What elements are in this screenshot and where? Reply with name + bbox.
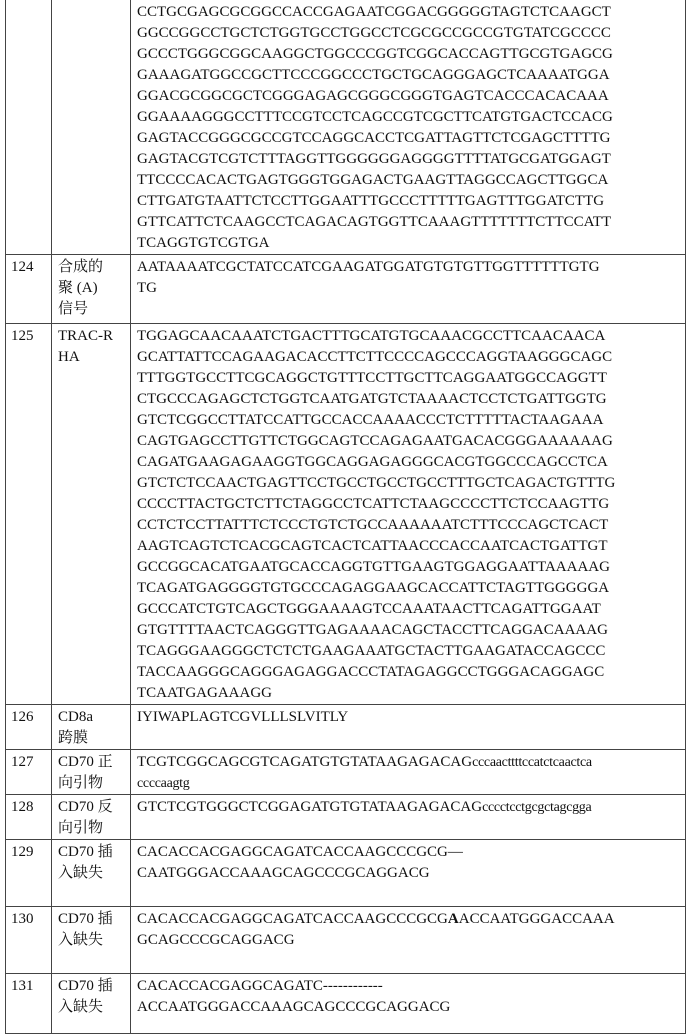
- sequence-line: GTCTCTCCAACTGAGTTCCTGCCTGCCTGCCTTTGCTCAGACTGTTTG: [137, 473, 683, 494]
- sequence-line: CAGTGAGCCTTGTTCTGGCAGTCCAGAGAATGACACGGGAAAAAAG: [137, 431, 683, 452]
- table-row: [6, 750, 686, 795]
- sequence-line: [137, 909, 683, 930]
- sequence-part: ACCAATGGGACCAAA: [459, 911, 615, 927]
- sequence-line: TCAGATGAGGGGTGTGCCCAGAGGAAGCACCATTCTAGTTGGGGGA: [137, 578, 683, 599]
- seq-name-cell: [52, 324, 131, 705]
- seq-id-cell: [6, 840, 52, 907]
- seq-name-cell: [52, 705, 131, 750]
- sequence-line: GTCTCGGCCTTATCCATTGCCACCAAAACCCTCTTTTTACTAAGAAA: [137, 410, 683, 431]
- sequence-cell: [131, 750, 686, 795]
- seq-name-line: 入缺失: [58, 863, 126, 884]
- seq-name-cell: [52, 795, 131, 840]
- seq-id-cell: [6, 705, 52, 750]
- sequence-line: TCAATGAGAAAGG: [137, 683, 683, 704]
- sequence-line: GCATTATTCCAGAAGACACCTTCTTCCCCAGCCCAGGTAAGGGCAGC: [137, 347, 683, 368]
- sequence-line: [137, 752, 683, 773]
- seq-name-cell: [52, 907, 131, 974]
- seq-id-cell: [6, 795, 52, 840]
- sequence-line: GAGTACCGGGCGCCGTCCAGGCACCTCGATTAGTTCTCGAGCTTTTG: [137, 128, 683, 149]
- seq-name-line: 向引物: [58, 773, 126, 794]
- seq-name-line: 信号: [58, 299, 126, 320]
- sequence-line: CTGCCCAGAGCTCTGGTCAATGATGTCTAAAACTCCTCTGATTGGTG: [137, 389, 683, 410]
- seq-name-line: CD70 插: [58, 842, 126, 863]
- sequence-line: TCAGGTGTCGTGA: [137, 233, 683, 254]
- sequence-cell: [131, 840, 686, 907]
- sequence-cell: [131, 907, 686, 974]
- seq-name-cell: [52, 840, 131, 907]
- seq-name-line: 跨膜: [58, 728, 126, 749]
- sequence-part: CACACCACGAGGCAGATCACCAAGCCCGCG: [137, 911, 448, 927]
- sequence-cell: [131, 0, 686, 255]
- sequence-line: [137, 773, 683, 794]
- sequence-line: CTTGATGTAATTCTCCTTGGAATTTGCCCTTTTTGAGTTTGGATCTTG: [137, 191, 683, 212]
- seq-name-line: 聚 (A): [58, 278, 126, 299]
- seq-name-line: CD8a: [58, 707, 126, 728]
- seq-name-cell: [52, 255, 131, 324]
- sequence-line: GCCCTGGGCGGCAAGGCTGGCCCGGTCGGCACCAGTTGCGTGAGCG: [137, 44, 683, 65]
- seq-id-cell: [6, 907, 52, 974]
- sequence-lower: cccaacttttccatctcaactca: [472, 755, 592, 770]
- sequence-table: [5, 0, 686, 1034]
- sequence-cell: [131, 705, 686, 750]
- sequence-line: [137, 797, 683, 818]
- sequence-line: AAGTCAGTCTCACGCAGTCACTCATTAACCCACCAATCACTGATTGT: [137, 536, 683, 557]
- seq-id-cell: [6, 324, 52, 705]
- table-row: [6, 324, 686, 705]
- seq-id-cell: [6, 0, 52, 255]
- sequence-line: GAGTACGTCGTCTTTAGGTTGGGGGGAGGGGTTTTATGCGATGGAGT: [137, 149, 683, 170]
- sequence-lower: cccctcctgcgctagcgga: [482, 800, 591, 815]
- sequence-line: CACACCACGAGGCAGATCACCAAGCCCGCG—: [137, 842, 683, 863]
- seq-name-line: 向引物: [58, 818, 126, 839]
- seq-name-line: HA: [58, 347, 126, 368]
- sequence-line: TGGAGCAACAAATCTGACTTTGCATGTGCAAACGCCTTCAACAACA: [137, 326, 683, 347]
- sequence-line: GCCCATCTGTCAGCTGGGAAAAGTCCAAATAACTTCAGATTGGAAT: [137, 599, 683, 620]
- sequence-line: GCCGGCACATGAATGCACCAGGTGTTGAAGTGGAGGAATTAAAAAG: [137, 557, 683, 578]
- sequence-cell: [131, 795, 686, 840]
- seq-name-line: 入缺失: [58, 930, 126, 951]
- sequence-cell: [131, 324, 686, 705]
- seq-name-line: TRAC-R: [58, 326, 126, 347]
- sequence-line: CCTGCGAGCGCGGCCACCGAGAATCGGACGGGGGTAGTCTCAAGCT: [137, 2, 683, 23]
- sequence-line: ACCAATGGGACCAAAGCAGCCCGCAGGACG: [137, 997, 683, 1018]
- sequence-line: CAGATGAAGAGAAGGTGGCAGGAGAGGGCACGTGGCCCAGCCTCA: [137, 452, 683, 473]
- table-row: [6, 974, 686, 1034]
- table-row: [6, 907, 686, 974]
- seq-id: 130: [11, 911, 34, 927]
- seq-name-cell: [52, 974, 131, 1034]
- sequence-cell: [131, 974, 686, 1034]
- seq-id-cell: [6, 255, 52, 324]
- table-row: [6, 705, 686, 750]
- seq-name-line: CD70 正: [58, 752, 126, 773]
- sequence-line: CCTCTCCTTATTTCTCCCTGTCTGCCAAAAAATCTTTCCCAGCTCACT: [137, 515, 683, 536]
- sequence-line: GGACGCGGCGCTCGGGAGAGCGGGCGGGTGAGTCACCCACACAAA: [137, 86, 683, 107]
- sequence-line: CAATGGGACCAAAGCAGCCCGCAGGACG: [137, 863, 683, 884]
- sequence-insert-base: A: [448, 911, 459, 927]
- seq-id: 128: [11, 799, 34, 815]
- seq-name-line: CD70 插: [58, 976, 126, 997]
- sequence-line: CCCCTTACTGCTCTTCTAGGCCTCATTCTAAGCCCCTTCTCCAAGTTG: [137, 494, 683, 515]
- sequence-line: TTTGGTGCCTTCGCAGGCTGTTTCCTTGCTTCAGGAATGGCCAGGTT: [137, 368, 683, 389]
- seq-id: 127: [11, 754, 34, 770]
- seq-name-line: 入缺失: [58, 997, 126, 1018]
- seq-id: 129: [11, 844, 34, 860]
- sequence-upper: TCGTCGGCAGCGTCAGATGTGTATAAGAGACAG: [137, 754, 472, 770]
- seq-id: 131: [11, 978, 34, 994]
- table-row: [6, 255, 686, 324]
- sequence-line: IYIWAPLAGTCGVLLLSLVITLY: [137, 707, 683, 728]
- sequence-line: TG: [137, 278, 683, 299]
- seq-name-line: CD70 插: [58, 909, 126, 930]
- sequence-upper: GTCTCGTGGGCTCGGAGATGTGTATAAGAGACAG: [137, 799, 482, 815]
- seq-name-cell: [52, 0, 131, 255]
- sequence-line: TTCCCCACACTGAGTGGGTGGAGACTGAAGTTAGGCCAGCTTGGCA: [137, 170, 683, 191]
- seq-name-cell: [52, 750, 131, 795]
- sequence-line: GTTCATTCTCAAGCCTCAGACAGTGGTTCAAAGTTTTTTTCTTCCATT: [137, 212, 683, 233]
- sequence-lower: ccccaagtg: [137, 776, 189, 791]
- table-row: [6, 0, 686, 255]
- seq-id: 124: [11, 259, 34, 275]
- seq-name-line: 合成的: [58, 257, 126, 278]
- sequence-line: GCAGCCCGCAGGACG: [137, 930, 683, 951]
- sequence-line: TACCAAGGGCAGGGAGAGGACCCTATAGAGGCCTGGGACAGGAGC: [137, 662, 683, 683]
- seq-id-cell: [6, 750, 52, 795]
- seq-id: 125: [11, 328, 34, 344]
- sequence-line: TCAGGGAAGGGCTCTCTGAAGAAATGCTACTTGAAGATACCAGCCC: [137, 641, 683, 662]
- seq-name-line: CD70 反: [58, 797, 126, 818]
- sequence-line: GTGTTTTAACTCAGGGTTGAGAAAACAGCTACCTTCAGGACAAAAG: [137, 620, 683, 641]
- table-row: [6, 795, 686, 840]
- seq-id: 126: [11, 709, 34, 725]
- sequence-line: GGAAAAGGGCCTTTCCGTCCTCAGCCGTCGCTTCATGTGACTCCACG: [137, 107, 683, 128]
- sequence-line: GGCCGGCCTGCTCTGGTGCCTGGCCTCGCGCCGCCGTGTATCGCCCC: [137, 23, 683, 44]
- sequence-line: GAAAGATGGCCGCTTCCCGGCCCTGCTGCAGGGAGCTCAAAATGGA: [137, 65, 683, 86]
- sequence-cell: [131, 255, 686, 324]
- sequence-line: AATAAAATCGCTATCCATCGAAGATGGATGTGTGTTGGTTTTTTGTG: [137, 257, 683, 278]
- table-row: [6, 840, 686, 907]
- seq-id-cell: [6, 974, 52, 1034]
- sequence-line: CACACCACGAGGCAGATC------------: [137, 976, 683, 997]
